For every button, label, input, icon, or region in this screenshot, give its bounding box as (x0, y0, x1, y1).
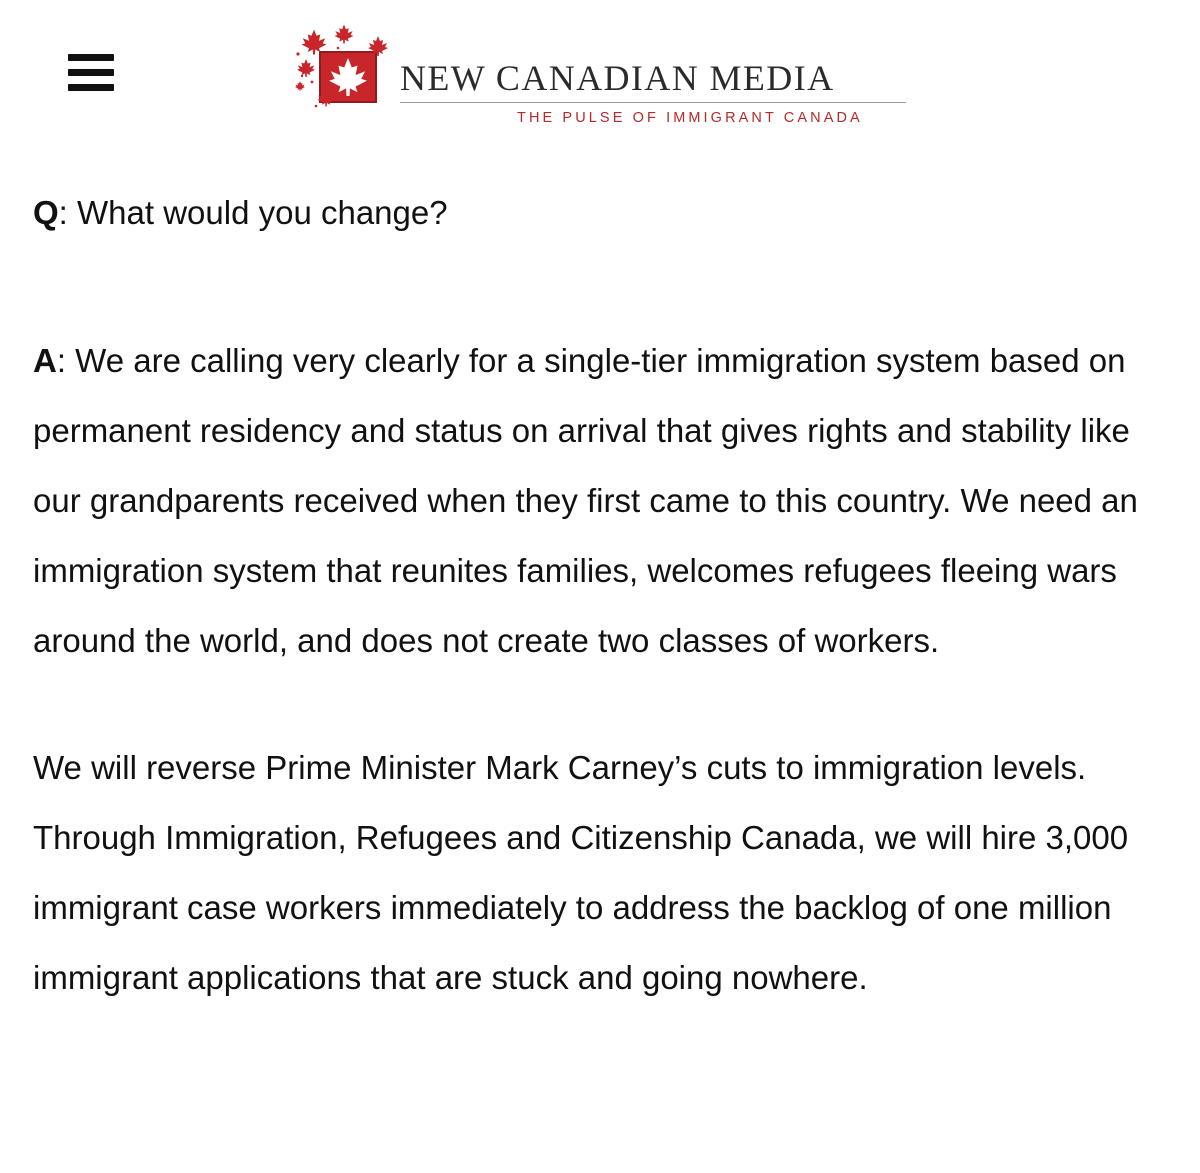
question-marker: Q (33, 194, 59, 231)
answer-paragraph (33, 326, 1173, 676)
menu-bar-bottom (68, 84, 114, 91)
menu-bar-top (68, 54, 114, 61)
paragraph-spacer (33, 248, 1173, 326)
paragraph-spacer (33, 676, 1173, 733)
question-text: : What would you change? (58, 194, 448, 231)
answer-marker: A (33, 342, 57, 379)
site-logo[interactable] (292, 24, 912, 136)
logo-tagline: THE PULSE OF IMMIGRANT CANADA (517, 110, 863, 126)
maple-leaf-icon (292, 24, 388, 110)
site-header (0, 0, 1200, 150)
logo-divider (400, 102, 906, 103)
menu-bar-middle (68, 69, 114, 76)
body-paragraph: We will reverse Prime Minister Mark Carney’s cuts to immigration levels. Through Immigration, Refugees and Citizenship Canada, we will hire 3,000 immigrant case workers immediately to address the backlog of one million immigrant applications that are stuck and going nowhere. (33, 749, 1129, 996)
answer-text: : We are calling very clearly for a single-tier immigration system based on permanent residency and status on arrival that gives rights and stability like our grandparents received when they first came to this country. We need an immigration system that reunites families, welcomes refugees fleeing wars around the world, and does not create two classes of workers. (33, 342, 1138, 659)
article-body (33, 178, 1173, 1013)
logo-title: NEW CANADIAN MEDIA (400, 58, 835, 98)
question-paragraph (33, 178, 1173, 248)
hamburger-menu-icon[interactable] (68, 52, 114, 94)
